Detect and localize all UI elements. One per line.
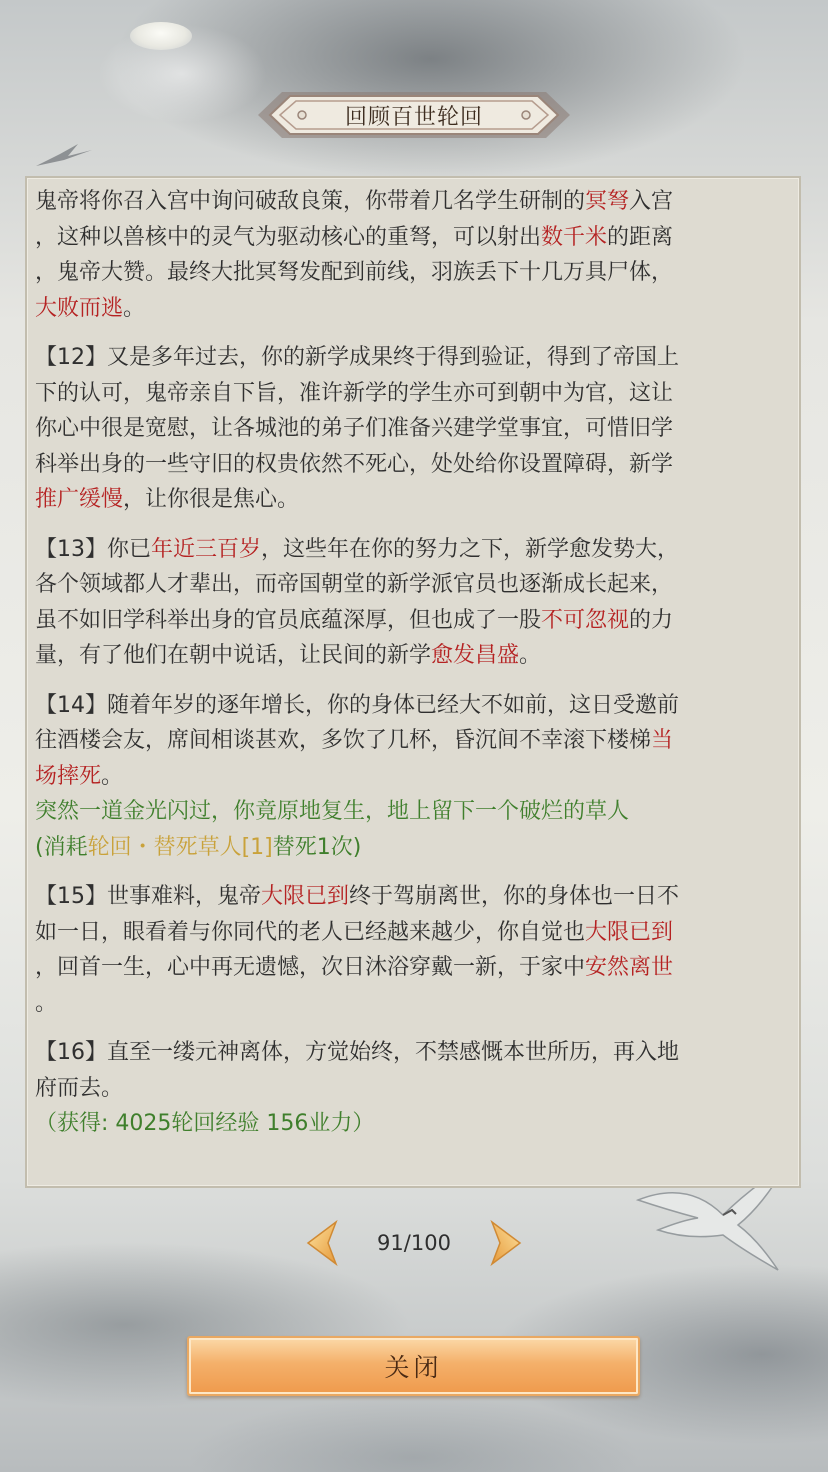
story-text: 你心中很是宽慰，让各城池的弟子们准备兴建学堂事宜，可惜旧学 bbox=[35, 416, 674, 441]
story-text: 【13】你已 bbox=[35, 536, 151, 562]
story-line bbox=[35, 411, 789, 447]
story-text: 。 bbox=[519, 643, 542, 668]
story-line bbox=[35, 340, 789, 376]
story-text: 的力 bbox=[629, 607, 674, 633]
story-line bbox=[35, 567, 789, 603]
story-line bbox=[35, 915, 789, 951]
story-line bbox=[35, 1071, 789, 1107]
story-line bbox=[35, 447, 789, 483]
story-line bbox=[35, 1106, 789, 1142]
highlight-text: (消耗 bbox=[35, 834, 88, 860]
story-line bbox=[35, 830, 789, 866]
story-text: 【16】直至一缕元神离体，方觉始终，不禁感慨本世所历，再入地 bbox=[35, 1040, 679, 1065]
highlight-text: 替死1次) bbox=[272, 834, 362, 860]
story-text: 【14】随着年岁的逐年增长，你的身体已经大不如前，这日受邀前 bbox=[35, 692, 679, 718]
page-indicator: 91/100 bbox=[377, 1231, 451, 1255]
story-text: ，这种以兽核中的灵气为驱动核心的重弩，可以射出 bbox=[35, 224, 542, 250]
story-line bbox=[35, 950, 789, 986]
prev-page-button[interactable] bbox=[298, 1218, 342, 1268]
story-text: 的距离 bbox=[607, 224, 674, 250]
story-text: 。 bbox=[123, 295, 146, 321]
story-text: 【12】又是多年过去，你的新学成果终于得到验证，得到了帝国上 bbox=[35, 345, 679, 370]
story-text: ，鬼帝大赞。最终大批冥弩发配到前线，羽族丢下十几万具尸体， bbox=[35, 260, 674, 285]
bird-icon bbox=[34, 140, 94, 170]
highlight-text: 轮回・替死草人[1] bbox=[87, 834, 273, 860]
story-line bbox=[35, 376, 789, 412]
story-line bbox=[35, 603, 789, 639]
title-plaque bbox=[254, 86, 574, 144]
story-text: 科举出身的一些守旧的权贵依然不死心，处处给你设置障碍，新学 bbox=[35, 451, 674, 477]
moon-decoration bbox=[130, 22, 192, 50]
story-line bbox=[35, 759, 789, 795]
story-text: 下的认可，鬼帝亲自下旨，准许新学的学生亦可到朝中为官，这让 bbox=[35, 380, 674, 406]
highlight-text: （获得: 4025轮回经验 156业力） bbox=[35, 1111, 375, 1136]
story-line bbox=[35, 986, 789, 1022]
highlight-text: 冥弩 bbox=[585, 189, 630, 214]
story-text: ，回首一生，心中再无遗憾，次日沐浴穿戴一新，于家中 bbox=[35, 955, 586, 980]
story-paragraph bbox=[35, 688, 789, 866]
story-paragraph bbox=[35, 340, 789, 518]
story-line bbox=[35, 482, 789, 518]
story-text: 入宫 bbox=[629, 189, 674, 214]
story-text: 【15】世事难料，鬼帝 bbox=[35, 884, 261, 909]
highlight-text: 大败而逃 bbox=[35, 295, 124, 321]
highlight-text: 大限已到 bbox=[261, 884, 350, 909]
story-log-panel[interactable] bbox=[25, 176, 801, 1188]
story-text: 府而去。 bbox=[35, 1075, 124, 1101]
story-line bbox=[35, 794, 789, 830]
story-text: ，这些年在你的努力之下，新学愈发势大， bbox=[261, 536, 680, 562]
story-line bbox=[35, 688, 789, 724]
highlight-text: 愈发昌盛 bbox=[431, 643, 520, 668]
story-text: 终于驾崩离世，你的身体也一日不 bbox=[349, 884, 680, 909]
story-line bbox=[35, 723, 789, 759]
story-text: 量，有了他们在朝中说话，让民间的新学 bbox=[35, 643, 432, 668]
story-text: 鬼帝将你召入宫中询问破敌良策，你带着几名学生研制的 bbox=[35, 189, 586, 214]
story-paragraph bbox=[35, 184, 789, 326]
close-button[interactable]: 关闭 bbox=[187, 1336, 640, 1396]
story-paragraph bbox=[35, 532, 789, 674]
story-line bbox=[35, 638, 789, 674]
highlight-text: 当 bbox=[651, 728, 674, 753]
highlight-text: 大限已到 bbox=[585, 919, 674, 945]
highlight-text: 年近三百岁 bbox=[151, 536, 262, 562]
chevron-left-icon bbox=[298, 1218, 342, 1268]
pagination bbox=[298, 1218, 530, 1268]
highlight-text: 突然一道金光闪过，你竟原地复生，地上留下一个破烂的草人 bbox=[35, 799, 630, 824]
highlight-text: 数千米 bbox=[541, 224, 608, 250]
story-line bbox=[35, 291, 789, 327]
chevron-right-icon bbox=[486, 1218, 530, 1268]
page-title: 回顾百世轮回 bbox=[344, 104, 483, 130]
story-text: 各个领域都人才辈出，而帝国朝堂的新学派官员也逐渐成长起来， bbox=[35, 572, 674, 597]
story-text: 如一日，眼看着与你同代的老人已经越来越少，你自觉也 bbox=[35, 919, 586, 945]
highlight-text: 不可忽视 bbox=[541, 607, 630, 633]
next-page-button[interactable] bbox=[486, 1218, 530, 1268]
story-line bbox=[35, 532, 789, 568]
story-text: 。 bbox=[101, 763, 124, 789]
story-line bbox=[35, 879, 789, 915]
story-line bbox=[35, 184, 789, 220]
story-text: 虽不如旧学科举出身的官员底蕴深厚，但也成了一股 bbox=[35, 607, 542, 633]
story-paragraph bbox=[35, 879, 789, 1021]
highlight-text: 场摔死 bbox=[35, 763, 102, 789]
highlight-text: 安然离世 bbox=[585, 955, 674, 980]
highlight-text: 推广缓慢 bbox=[35, 487, 124, 512]
story-line bbox=[35, 1035, 789, 1071]
story-text: 往酒楼会友，席间相谈甚欢，多饮了几杯，昏沉间不幸滚下楼梯 bbox=[35, 728, 652, 753]
story-text: 。 bbox=[35, 990, 58, 1016]
story-paragraph bbox=[35, 1035, 789, 1142]
story-line bbox=[35, 255, 789, 291]
story-text: ，让你很是焦心。 bbox=[123, 487, 300, 512]
story-line bbox=[35, 220, 789, 256]
